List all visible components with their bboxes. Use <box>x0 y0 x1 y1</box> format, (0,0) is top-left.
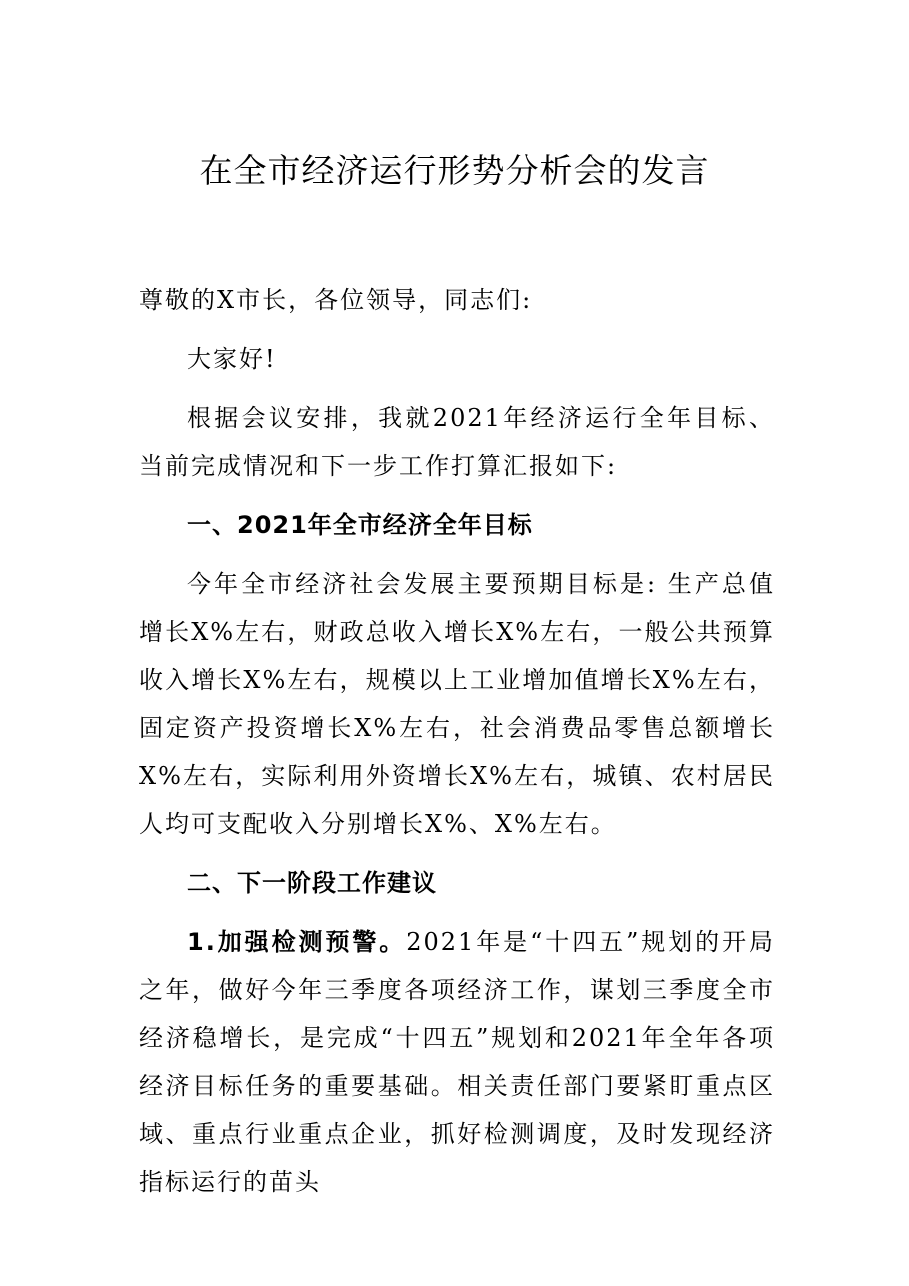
salutation: 尊敬的X市长，各位领导，同志们: <box>139 286 533 314</box>
item-1-lead: 1.加强检测预警。 <box>187 928 407 956</box>
item-1-paragraph <box>139 918 775 1206</box>
intro-paragraph: 根据会议安排，我就2021年经济运行全年目标、当前完成情况和下一步工作打算汇报如下: <box>139 404 775 480</box>
section-1-paragraph: 今年全市经济社会发展主要预期目标是: 生产总值增长X%左右，财政总收入增长X%左右，一般公共预算收入增长X%左右，规模以上工业增加值增长X%左右，固定资产投资增长X%左右，社会消费品零售总额增长X%左右，实际利用外资增长X%左右，城镇、农村居民人均可支配收入分别增长X%、X%左右。 <box>139 570 775 838</box>
document-body <box>139 276 775 1217</box>
section-heading-2: 二、下一阶段工作建议 <box>187 869 437 897</box>
document-title: 在全市经济运行形势分析会的发言 <box>199 151 710 190</box>
item-1-body: 2021年是“十四五”规划的开局之年，做好今年三季度各项经济工作，谋划三季度全市经济稳增长，是完成“十四五”规划和2021年全年各项经济目标任务的重要基础。相关责任部门要紧盯重点区域、重点行业重点企业，抓好检测调度，及时发现经济指标运行的苗头 <box>139 928 775 1196</box>
section-heading-1: 一、2021年全市经济全年目标 <box>187 511 533 539</box>
greeting: 大家好! <box>187 345 277 373</box>
